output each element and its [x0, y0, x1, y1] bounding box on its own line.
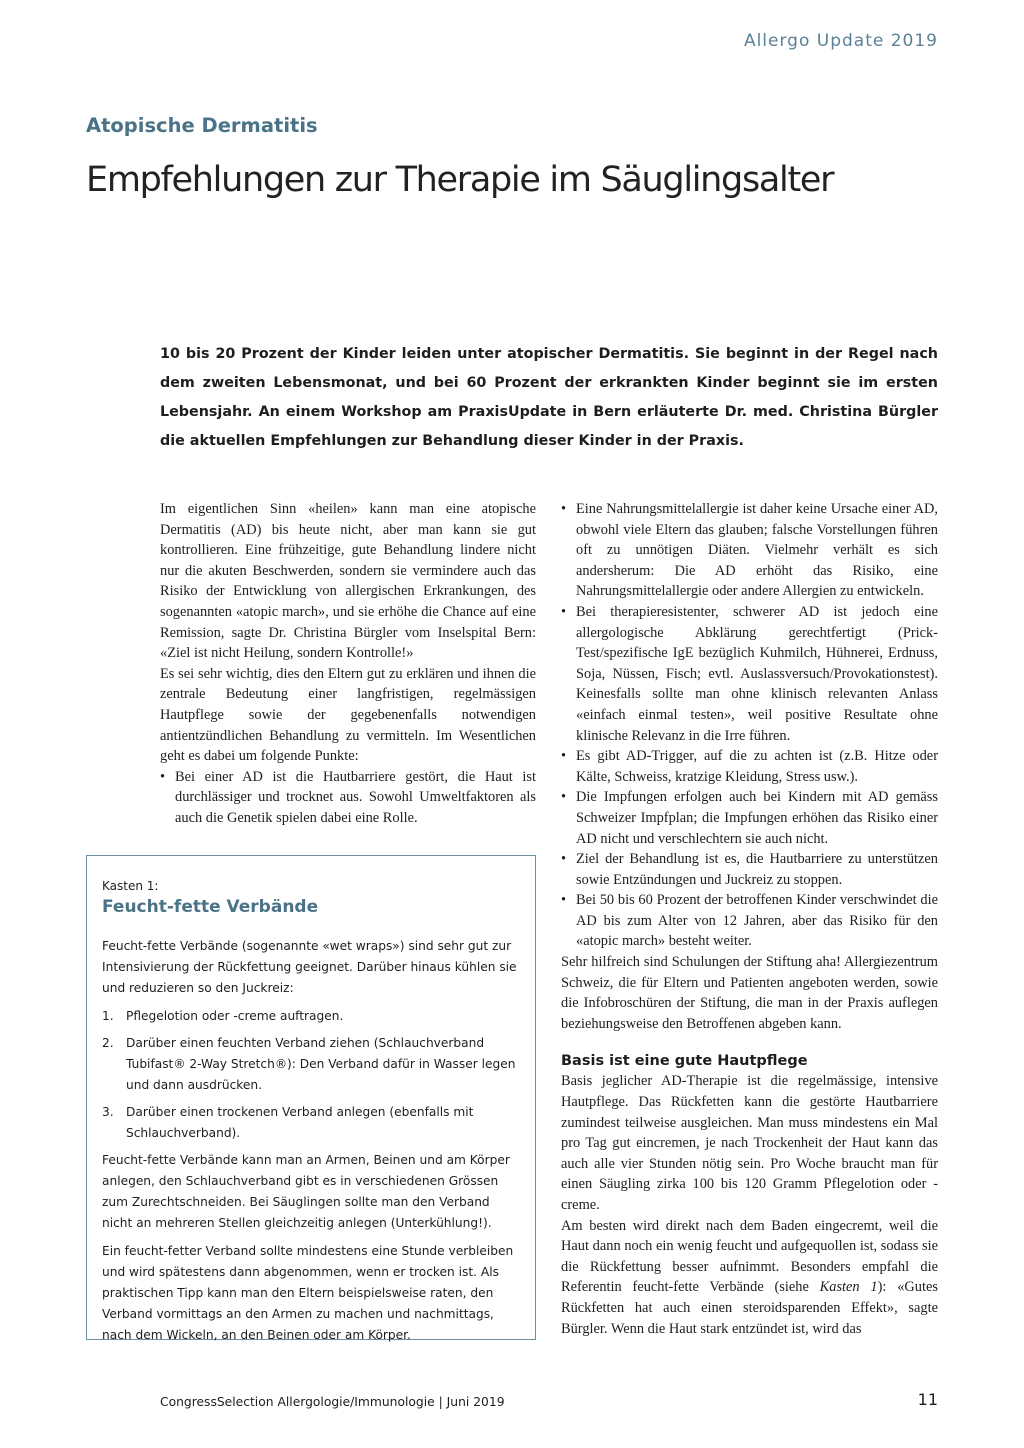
bullet-icon: •: [561, 501, 567, 517]
body-paragraph: Sehr hilfreich sind Schulungen der Stiftung aha! Allergiezentrum Schweiz, die für Eltern und Patienten angeboten werden, sowie die Infobroschüren der Stiftung, die man in der Praxis auflegen beziehungsweise den Betroffenen abgeben kann.: [561, 954, 938, 1032]
article-title: Empfehlungen zur Therapie im Säuglingsalter: [86, 160, 834, 200]
bullet-icon: •: [160, 768, 166, 785]
article-kicker: Atopische Dermatitis: [86, 114, 318, 137]
footer-publication: CongressSelection Allergologie/Immunologie | Juni 2019: [160, 1395, 505, 1409]
list-item-text: Bei 50 bis 60 Prozent der betroffenen Kinder verschwindet die AD bis zum Alter von 12 Jahren, aber das Risiko für den «atopic march» besteht weiter.: [576, 892, 938, 950]
left-column: [160, 499, 536, 829]
list-number: 2.: [102, 1036, 114, 1050]
list-item: [561, 602, 938, 746]
list-item: [561, 849, 938, 890]
running-header: Allergo Update 2019: [743, 31, 938, 51]
list-item: [102, 1102, 519, 1144]
list-item-text: Eine Nahrungsmittelallergie ist daher keine Ursache einer AD, obwohl viele Eltern das glauben; falsche Vorstellungen führen oft zu unnötigen Diäten. Vielmehr verhält es sich andersherum: Die AD erhöht das Risiko, eine Nahrungsmittelallergie oder andere Allergien zu entwickeln.: [576, 501, 938, 600]
bullet-icon: •: [561, 789, 567, 806]
list-number: 1.: [102, 1009, 114, 1023]
list-item-text: Darüber einen trockenen Verband anlegen (ebenfalls mit Schlauchverband).: [126, 1105, 474, 1140]
info-box: [86, 855, 536, 1340]
box-title: Feucht-fette Verbände: [102, 897, 319, 917]
body-paragraph: [561, 1216, 938, 1340]
list-item: [561, 890, 938, 952]
list-item-text: Darüber einen feuchten Verband ziehen (Schlauchverband Tubifast® 2-Way Stretch®): Den Verband dafür in Wasser legen und dann ausdrücken.: [126, 1036, 516, 1092]
list-item: [561, 746, 938, 787]
bullet-list: [160, 767, 536, 829]
list-item: [102, 1006, 519, 1027]
body-paragraph: Basis jeglicher AD-Therapie ist die regelmässige, intensive Hautpflege. Das Rückfetten kann die gestörte Hautbarriere zumindest teilweise ausgleichen. Man muss mindestens ein Mal pro Tag gut eincremen, je nach Trockenheit der Haut kann das auch alle vier Stunden nötig sein. Pro Woche braucht man für einen Säugling zirka 100 bis 120 Gramm Pflegelotion oder -creme.: [561, 1073, 938, 1213]
section-heading: Basis ist eine gute Hautpflege: [561, 1053, 808, 1070]
box-paragraph: Feucht-fette Verbände kann man an Armen, Beinen und am Körper anlegen, den Schlauchverband gibt es in verschiedenen Grössen zum Zurechtschneiden. Bei Säuglingen sollte man den Verband nicht an mehreren Stellen gleichzeitig anlegen (Unterkühlung!).: [102, 1153, 510, 1230]
right-column: [561, 499, 938, 1339]
list-item: [561, 499, 938, 602]
list-item-text: Bei einer AD ist die Hautbarriere gestört, die Haut ist durchlässiger und trocknet aus. Sowohl Umweltfaktoren als auch die Genetik spielen dabei eine Rolle.: [175, 768, 536, 826]
list-item-text: Pflegelotion oder -creme auftragen.: [126, 1009, 344, 1023]
list-item-text: Ziel der Behandlung ist es, die Hautbarriere zu unterstützen sowie Entzündungen und Juckreiz zu stoppen.: [576, 851, 938, 888]
bullet-list: [561, 499, 938, 952]
body-paragraph: Es sei sehr wichtig, dies den Eltern gut zu erklären und ihnen die zentrale Bedeutung einer langfristigen, regelmässigen Hautpflege sowie der gegebenenfalls notwendigen antientzündlichen Behandlung zu vermitteln. Im Wesentlichen geht es dabei um folgende Punkte:: [160, 665, 536, 765]
body-text: ): «Gutes Rückfetten hat auch einen steroidsparenden Effekt», sagte Bürgler. Wenn die Haut stark entzündet ist, wird das: [561, 1279, 938, 1337]
bullet-icon: •: [561, 748, 567, 765]
list-item-text: Es gibt AD-Trigger, auf die zu achten ist (z.B. Hitze oder Kälte, Schweiss, kratzige Kleidung, Stress usw.).: [576, 748, 938, 785]
bullet-icon: •: [561, 892, 567, 909]
body-paragraph: Im eigentlichen Sinn «heilen» kann man eine atopische Dermatitis (AD) bis heute nicht, aber man kann sie gut kontrollieren. Eine frühzeitige, gute Behandlung lindere nicht nur die akuten Beschwerden, sondern sie vermindere auch das Risiko der Entwicklung von allergischen Erkrankungen, des sogenannten «atopic march», und sie erhöhe die Chance auf eine Remission, sagte Dr. Christina Bürgler vom Inselspital Bern: «Ziel ist nicht Heilung, sondern Kontrolle!»: [160, 501, 536, 662]
body-text: Am besten wird direkt nach dem Baden eingecremt, weil die Haut dann noch ein wenig feucht und aufgequollen ist, sodass sie die Rückfettung besser aufnimmt. Besonders empfahl die Referentin feucht-fette Verbände (siehe: [561, 1217, 938, 1296]
list-item-text: Bei therapieresistenter, schwerer AD ist jedoch eine allergologische Abklärung gerechtfertigt (Prick-Test/spezifische IgE bezüglich Kuhmilch, Hühnerei, Erdnuss, Soja, Nüssen, Fisch; evtl. Auslassversuch/Provokationstest). Keinesfalls sollte man ohne klinisch relevanten Anlass «einfach einmal testen», weil positive Resultate ohne klinische Relevanz in die Irre führen.: [576, 603, 938, 744]
box-paragraph: Feucht-fette Verbände (sogenannte «wet wraps») sind sehr gut zur Intensivierung der Rückfettung geeignet. Darüber hinaus kühlen sie und reduzieren so den Juckreiz:: [102, 939, 517, 995]
list-number: 3.: [102, 1105, 114, 1119]
box-paragraph: Ein feucht-fetter Verband sollte mindestens eine Stunde verbleiben und wird spätestens dann abgenommen, wenn er trocken ist. Als praktischen Tipp kann man den Eltern beispielsweise raten, den Verband vormittags an den Armen zu machen und nachmittags, nach dem Wickeln, an den Beinen oder am Körper.: [102, 1244, 514, 1342]
box-label: Kasten 1:: [102, 879, 159, 893]
page-number: 11: [917, 1390, 938, 1409]
box-reference-link[interactable]: Kasten 1: [819, 1279, 878, 1296]
list-item: [160, 767, 536, 829]
list-item: [102, 1033, 519, 1096]
numbered-list: [102, 1006, 519, 1144]
list-item: [561, 787, 938, 849]
list-item-text: Die Impfungen erfolgen auch bei Kindern mit AD gemäss Schweizer Impfplan; die Impfungen erhöhen das Risiko einer AD nicht und verschlechtern sie auch nicht.: [576, 789, 938, 847]
article-lead: 10 bis 20 Prozent der Kinder leiden unter atopischer Dermatitis. Sie beginnt in der Regel nach dem zweiten Lebensmonat, und bei 60 Prozent der erkrankten Kinder beginnt sie im ersten Lebensjahr. An einem Workshop am PraxisUpdate in Bern erläuterte Dr. med. Christina Bürgler die aktuellen Empfehlungen zur Behandlung dieser Kinder in der Praxis.: [160, 346, 938, 449]
bullet-icon: •: [561, 603, 567, 620]
bullet-icon: •: [561, 851, 567, 868]
